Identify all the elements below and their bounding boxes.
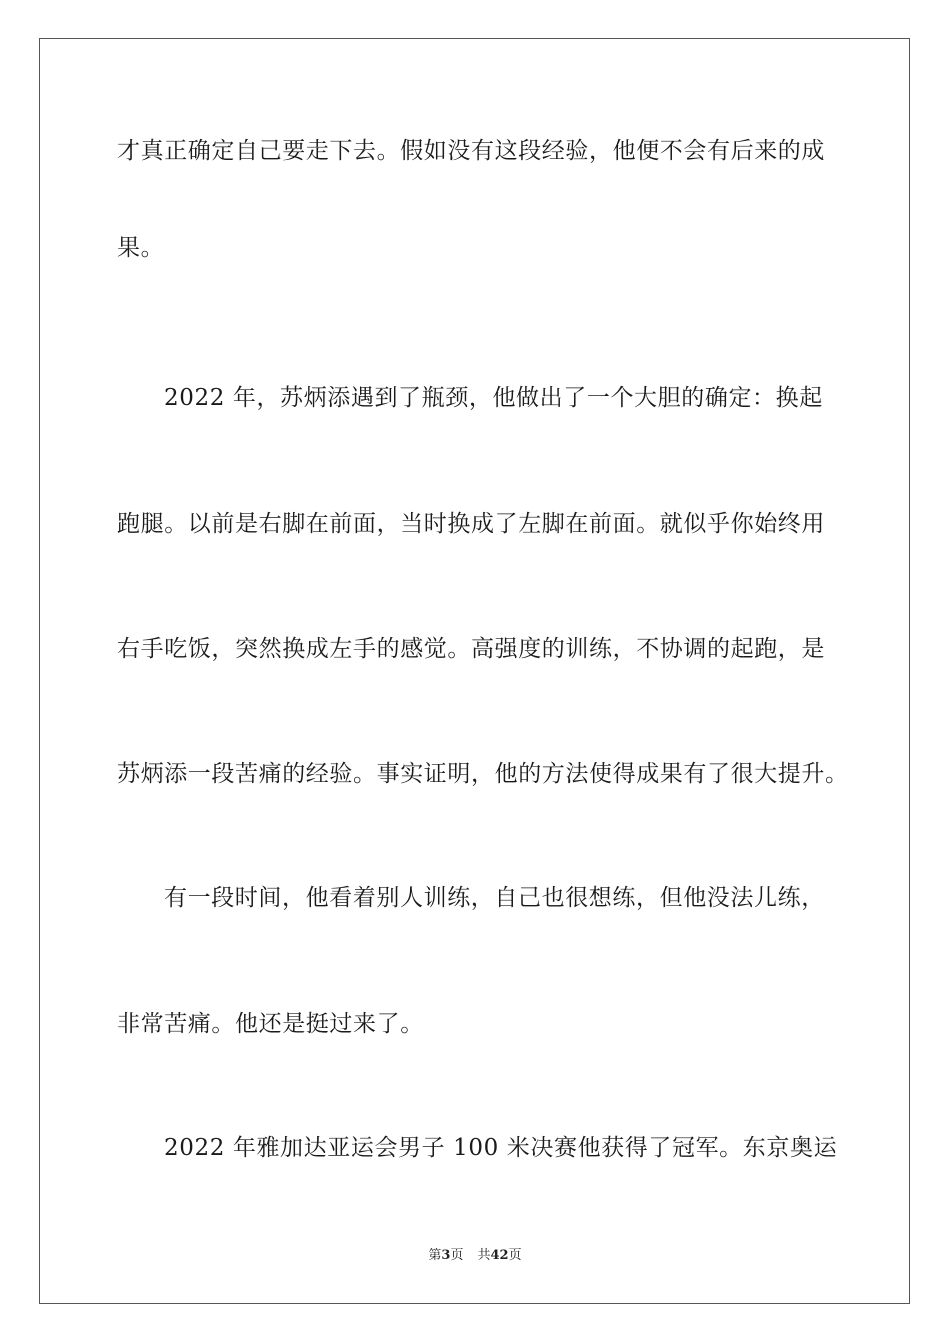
page-prefix: 第 — [428, 1248, 442, 1263]
text-line: 右手吃饭，突然换成左手的感觉。高强度的训练，不协调的起跑，是 — [117, 636, 825, 662]
page-number: 3 — [441, 1248, 451, 1263]
text-line: 跑腿。以前是右脚在前面，当时换成了左脚在前面。就似乎你始终用 — [117, 511, 825, 537]
text-line: 2022 年，苏炳添遇到了瓶颈，他做出了一个大胆的确定：换起 — [164, 385, 823, 411]
text-line: 非常苦痛。他还是挺过来了。 — [117, 1011, 424, 1037]
page-frame — [39, 38, 910, 1304]
total-pages: 42 — [490, 1248, 509, 1263]
text-line: 才真正确定自己要走下去。假如没有这段经验，他便不会有后来的成 — [117, 138, 825, 164]
total-suffix: 页 — [508, 1248, 522, 1263]
text-line: 苏炳添一段苦痛的经验。事实证明，他的方法使得成果有了很大提升。 — [117, 761, 849, 787]
total-prefix: 共 — [477, 1248, 491, 1263]
text-line: 果。 — [117, 235, 165, 261]
text-line: 2022 年雅加达亚运会男子 100 米决赛他获得了冠军。东京奥运 — [164, 1135, 838, 1161]
page-footer — [0, 1247, 950, 1265]
text-line: 有一段时间，他看着别人训练，自己也很想练，但他没法儿练， — [164, 885, 825, 911]
page-suffix: 页 — [450, 1248, 464, 1263]
